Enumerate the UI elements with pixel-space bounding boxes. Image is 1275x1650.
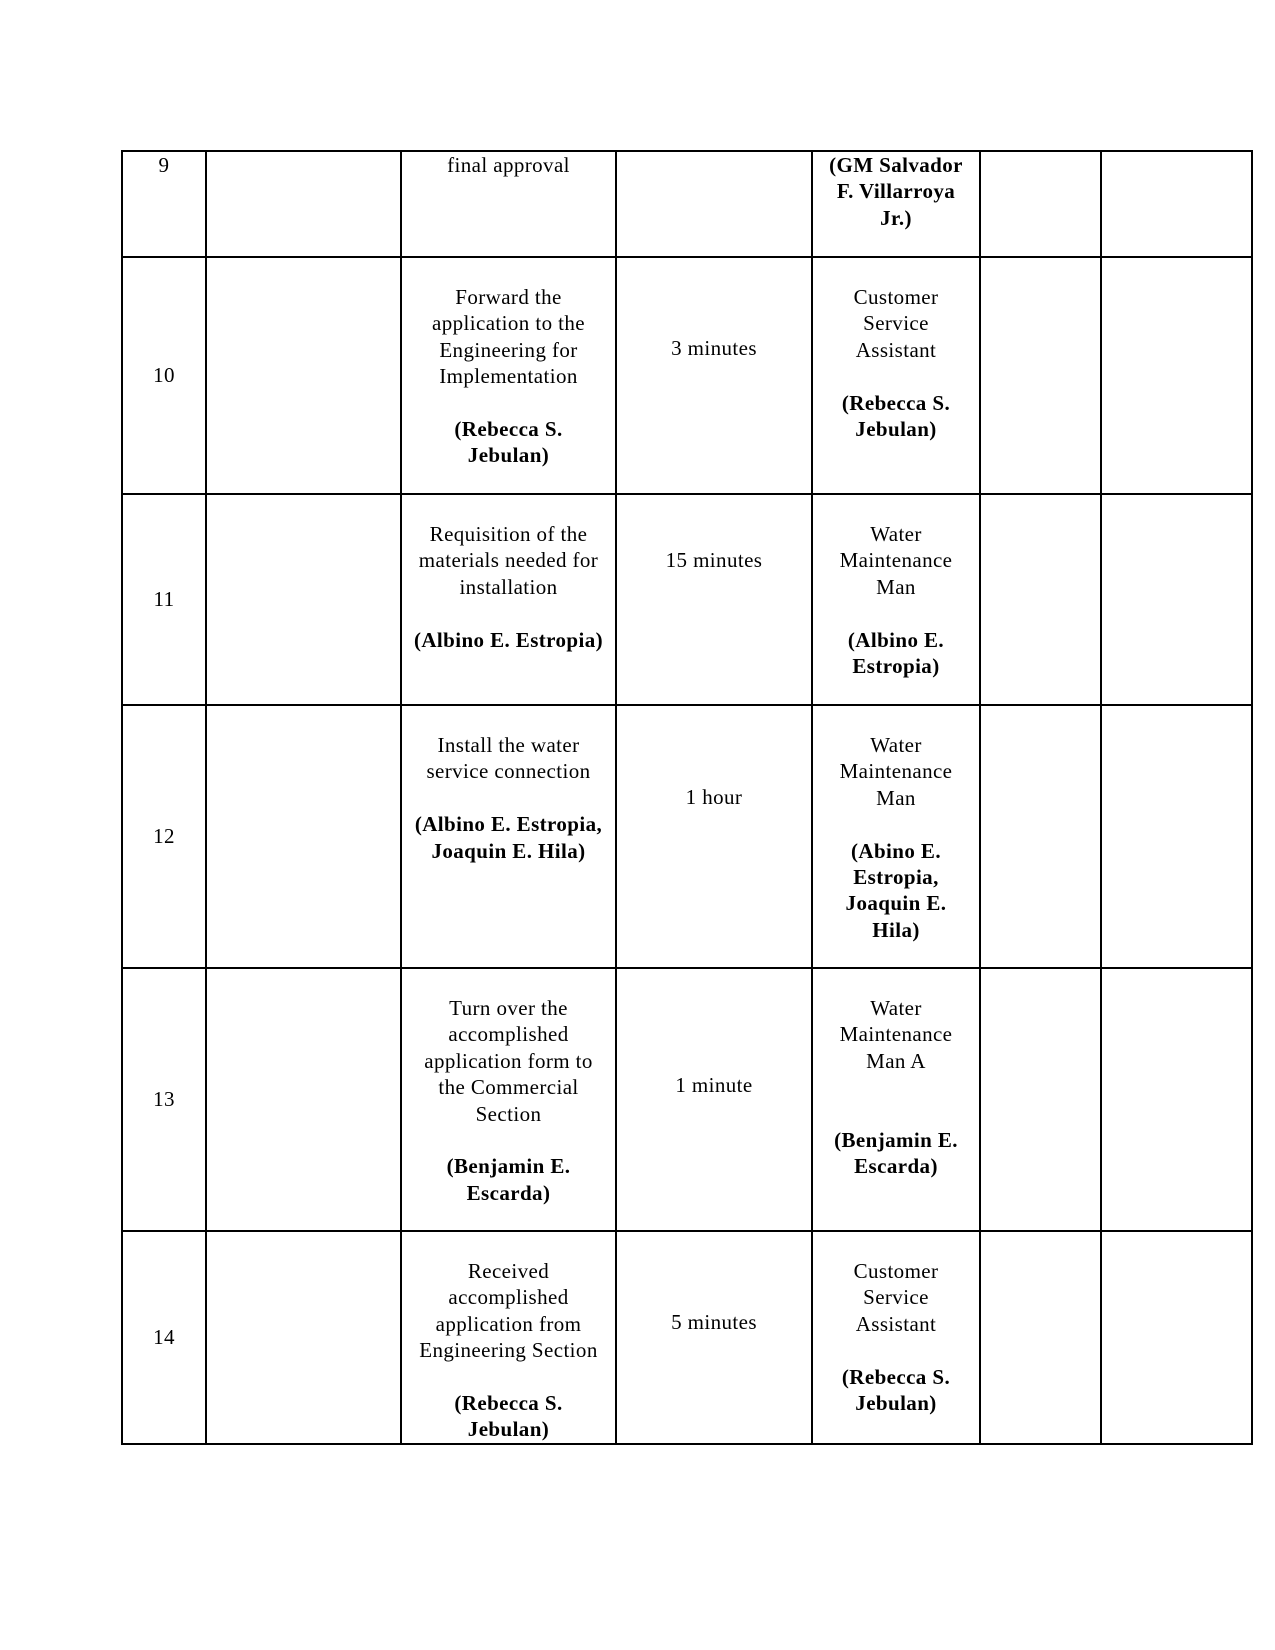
empty-cell bbox=[980, 968, 1101, 1231]
processing-time-cell bbox=[616, 968, 812, 1231]
processing-time-cell bbox=[616, 1231, 812, 1444]
agency-action-cell bbox=[401, 494, 616, 705]
processing-time-cell bbox=[616, 151, 812, 257]
empty-cell bbox=[980, 1231, 1101, 1444]
agency-action-cell bbox=[401, 705, 616, 968]
step-number: 11 bbox=[153, 587, 175, 612]
step-number-cell bbox=[122, 1231, 206, 1444]
step-number: 13 bbox=[153, 1087, 175, 1112]
responsible-role: Customer Service Assistant bbox=[853, 285, 939, 362]
agency-action-person: (Albino E. Estropia) bbox=[413, 627, 604, 652]
responsible-person: (GM Salvador F. Villarroya Jr.) bbox=[829, 153, 963, 230]
table-row bbox=[122, 968, 1252, 1231]
step-number-cell bbox=[122, 151, 206, 257]
person-responsible-cell bbox=[812, 494, 980, 705]
empty-cell bbox=[1101, 151, 1252, 257]
processing-time: 15 minutes bbox=[665, 548, 763, 572]
responsible-person: (Rebecca S. Jebulan) bbox=[841, 390, 951, 442]
agency-action-person: (Benjamin E. Escarda) bbox=[446, 1154, 571, 1205]
client-steps-cell bbox=[206, 968, 401, 1231]
agency-action-cell bbox=[401, 257, 616, 494]
agency-action-text: Requisition of the materials needed for installation bbox=[418, 522, 599, 599]
responsible-role: Water Maintenance Man bbox=[839, 733, 953, 810]
person-responsible-cell bbox=[812, 968, 980, 1231]
processing-time: 1 hour bbox=[685, 785, 743, 809]
step-number: 14 bbox=[153, 1325, 175, 1350]
step-number: 10 bbox=[153, 363, 175, 388]
agency-action-text: final approval bbox=[447, 153, 570, 177]
step-number: 9 bbox=[158, 153, 170, 177]
person-responsible-cell bbox=[812, 705, 980, 968]
table-row bbox=[122, 494, 1252, 705]
client-steps-cell bbox=[206, 257, 401, 494]
agency-action-text: Received accomplished application from Engineering Section bbox=[419, 1259, 598, 1363]
table-row bbox=[122, 1231, 1252, 1444]
empty-cell bbox=[980, 705, 1101, 968]
responsible-person: (Abino E. Estropia, Joaquin E. Hila) bbox=[845, 838, 947, 942]
agency-action-person: (Albino E. Estropia, Joaquin E. Hila) bbox=[414, 812, 603, 863]
empty-cell bbox=[980, 257, 1101, 494]
person-responsible-cell bbox=[812, 257, 980, 494]
step-number-cell bbox=[122, 257, 206, 494]
empty-cell bbox=[1101, 494, 1252, 705]
processing-time: 3 minutes bbox=[671, 336, 757, 360]
agency-action-person: (Rebecca S. Jebulan) bbox=[454, 1391, 563, 1442]
agency-action-person: (Rebecca S. Jebulan) bbox=[454, 417, 563, 468]
responsible-role: Customer Service Assistant bbox=[853, 1259, 939, 1336]
responsible-person: (Rebecca S. Jebulan) bbox=[841, 1364, 951, 1416]
empty-cell bbox=[1101, 257, 1252, 494]
client-steps-cell bbox=[206, 494, 401, 705]
empty-cell bbox=[1101, 1231, 1252, 1444]
agency-action-text: Forward the application to the Engineering for Implementation bbox=[432, 285, 585, 389]
client-steps-cell bbox=[206, 1231, 401, 1444]
table-row bbox=[122, 705, 1252, 968]
step-number-cell bbox=[122, 494, 206, 705]
agency-action-text: Turn over the accomplished application form to the Commercial Section bbox=[424, 996, 593, 1126]
person-responsible-cell bbox=[812, 151, 980, 257]
process-steps-table bbox=[121, 150, 1253, 1445]
empty-cell bbox=[980, 494, 1101, 705]
agency-action-cell bbox=[401, 1231, 616, 1444]
processing-time-cell bbox=[616, 257, 812, 494]
agency-action-cell bbox=[401, 968, 616, 1231]
empty-cell bbox=[1101, 968, 1252, 1231]
processing-time: 5 minutes bbox=[671, 1310, 757, 1334]
table-row bbox=[122, 257, 1252, 494]
processing-time: 1 minute bbox=[675, 1073, 753, 1097]
agency-action-text: Install the water service connection bbox=[426, 733, 591, 784]
responsible-person: (Benjamin E. Escarda) bbox=[834, 1128, 958, 1179]
responsible-role: Water Maintenance Man bbox=[839, 522, 953, 599]
step-number-cell bbox=[122, 705, 206, 968]
client-steps-cell bbox=[206, 151, 401, 257]
empty-cell bbox=[980, 151, 1101, 257]
step-number-cell bbox=[122, 968, 206, 1231]
empty-cell bbox=[1101, 705, 1252, 968]
responsible-person: (Albino E. Estropia) bbox=[847, 627, 945, 679]
processing-time-cell bbox=[616, 494, 812, 705]
person-responsible-cell bbox=[812, 1231, 980, 1444]
agency-action-cell bbox=[401, 151, 616, 257]
table-row bbox=[122, 151, 1252, 257]
responsible-role: Water Maintenance Man A bbox=[839, 996, 953, 1073]
processing-time-cell bbox=[616, 705, 812, 968]
client-steps-cell bbox=[206, 705, 401, 968]
step-number: 12 bbox=[153, 824, 175, 849]
